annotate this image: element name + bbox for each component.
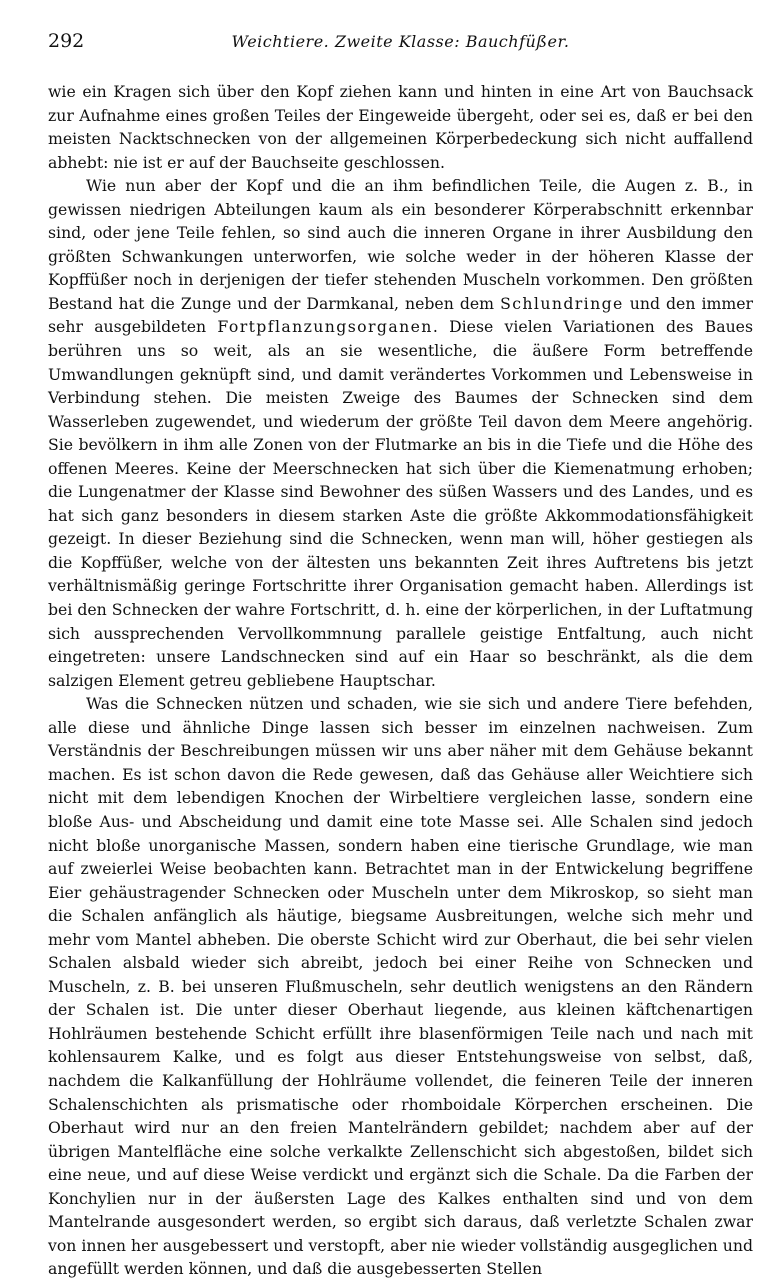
paragraph-text: Was die Schnecken nützen und schaden, wie sie sich und andere Tiere befehden, alle diese und ähnliche Dinge lassen sich besser im einzelnen nachweisen. Zum Verständnis der Beschreibungen müssen wir uns aber näher mit dem Gehäuse bekannt machen. Es ist schon davon die Rede gewesen, daß das Gehäuse aller Weichtiere sich nicht mit dem lebendigen Knochen der Wirbeltiere vergleichen lasse, sondern eine bloße Aus- und Abscheidung und damit eine tote Masse sei. Alle Schalen sind jedoch nicht bloße unorganische Massen, sondern haben eine tierische Grundlage, wie man auf zweierlei Weise beobachten kann. Betrachtet man in der Entwickelung begriffene Eier gehäustragender Schnecken oder Muscheln unter dem Mikroskop, so sieht man die Schalen anfänglich als häutige, biegsame Ausbreitungen, welche sich mehr und mehr vom Mantel abheben. Die oberste Schicht wird zur Oberhaut, die bei sehr vielen Schalen alsbald wieder sich abreibt, jedoch bei einer Reihe von Schnecken und Muscheln, z. B. bei unseren Flußmuscheln, sehr deutlich wenigstens an den Rändern der Schalen ist. Die unter dieser Oberhaut liegende, aus kleinen käftchenartigen Hohlräumen bestehende Schicht erfüllt ihre blasenförmigen Teile nach und nach mit kohlensaurem Kalke, und es folgt aus dieser Entstehungsweise von selbst, daß, nachdem die Kalkanfüllung der Hohlräume vollendet, die feineren Teile der inneren Schalenschichten als prismatische oder rhomboidale Körperchen erscheinen. Die Oberhaut wird nur an den freien Mantelrändern gebildet; nachdem aber auf der übrigen Mantelfläche eine solche verkalkte Zellenschicht sich abgestoßen, bildet sich eine neue, und auf diese Weise verdickt und ergänzt sich die Schale. Da die Farben der Konchylien nur in der äußersten Lage des Kalkes enthalten sind und von dem Mantelrande ausgesondert werden, so ergibt sich daraus, daß verletzte Schalen zwar von innen her ausgebessert und verstopft, aber nie wieder vollständig ausgeglichen und angefüllt werden können, und daß die ausgebesserten Stellen: [48, 694, 753, 1279]
page-number: 292: [48, 30, 85, 52]
emphasized-term: Fortpflanzungsorganen: [217, 317, 433, 337]
paragraph-text: . Diese vielen Variationen des Baues berühren uns so weit, als an sie wesentliche, die äußere Form betreffende Umwandlungen geknüpft sind, und damit verändertes Vorkommen und Lebensweise in Verbindung stehen. Die meisten Zweige des Baumes der Schnecken sind dem Wasserleben zugewendet, und wiederum der größte Teil davon dem Meere angehörig. Sie bevölkern in ihm alle Zonen von der Flutmarke an bis in die Tiefe und die Höhe des offenen Meeres. Keine der Meerschnecken hat sich über die Kiemenatmung erhoben; die Lungenatmer der Klasse sind Bewohner des süßen Wassers und des Landes, und es hat sich ganz besonders in diesem starken Aste die größte Akkommodationsfähigkeit gezeigt. In dieser Beziehung sind die Schnecken, wenn man will, höher gestiegen als die Kopffüßer, welche von der ältesten uns bekannten Zeit ihres Auftretens bis jetzt verhältnismäßig geringe Fortschritte ihrer Organisation gemacht haben. Allerdings ist bei den Schnecken der wahre Fortschritt, d. h. eine der körperlichen, in der Luftatmung sich aussprechenden Vervollkommnung parallele geistige Entfaltung, auch nicht eingetreten: unsere Landschnecken sind auf ein Haar so beschränkt, als die dem salzigen Element getreu gebliebene Hauptschar.: [48, 317, 754, 690]
page-header: [48, 30, 753, 66]
running-head: Weichtiere. Zweite Klasse: Bauchfüßer.: [231, 32, 570, 51]
paragraph-text: und den immer sehr ausgebildeten: [48, 293, 753, 337]
body-text: [48, 80, 753, 1281]
paragraph: [48, 692, 753, 1281]
paragraph: [48, 80, 753, 174]
emphasized-term: Schlundringe: [500, 293, 624, 313]
paragraph: [48, 174, 753, 692]
paragraph-text: Wie nun aber der Kopf und die an ihm befindlichen Teile, die Augen z. B., in gewissen niedrigen Abteilungen kaum als ein besonderer Körperabschnitt erkennbar sind, oder jene Teile fehlen, so sind auch die inneren Organe in ihrer Ausbildung den größten Schwankungen unterworfen, wie solche weder in der höheren Klasse der Kopffüßer noch in derjenigen der tiefer stehenden Muscheln vorkommen. Den größten Bestand hat die Zunge und der Darmkanal, neben dem: [48, 176, 753, 313]
paragraph-text: wie ein Kragen sich über den Kopf ziehen kann und hinten in eine Art von Bauchsack zur Aufnahme eines großen Teiles der Eingeweide übergeht, oder sei es, daß er bei den meisten Nacktschnecken von der allgemeinen Körperbedeckung sich nicht auffallend abhebt: nie ist er auf der Bauchseite geschlossen.: [48, 82, 753, 172]
